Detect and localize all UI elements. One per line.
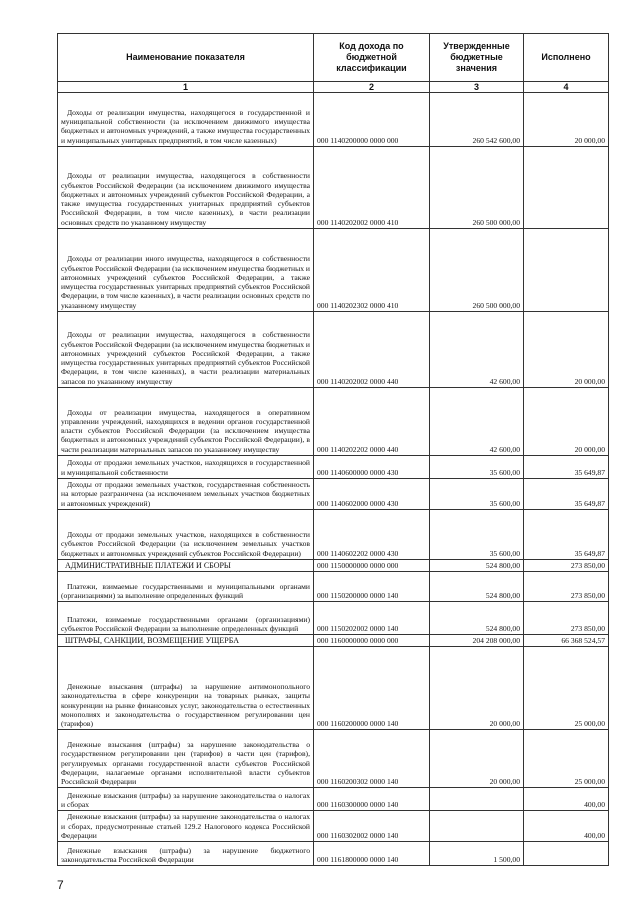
income-code-cell: 000 1150200000 0000 140: [314, 572, 430, 602]
approved-value-cell: [430, 788, 524, 811]
indicator-name-cell: Денежные взыскания (штрафы) за нарушение законодательства о государственном регулировании цен (тарифов) в части цен (тарифов), регулируемых органами государственной власти субъектов Российской Федерации, налагаемые органами исполнительной власти субъектов Российской Федерации: [58, 730, 314, 788]
income-code-cell: 000 1160300000 0000 140: [314, 788, 430, 811]
approved-value-cell: 1 500,00: [430, 842, 524, 866]
executed-value-cell: 35 649,87: [524, 509, 609, 559]
table-row: [58, 842, 609, 866]
table-row: [58, 312, 609, 388]
approved-value-cell: 20 000,00: [430, 647, 524, 730]
income-code-cell: 000 1140202302 0000 410: [314, 229, 430, 312]
indicator-name-cell: Доходы от реализации иного имущества, находящегося в собственности субъектов Российской Федерации (за исключением имущества бюджетных и автономных учреждений субъектов Российской Федерации, а также имущества государственных унитарных предприятий субъектов Российской Федерации, в том числе казенных), в части реализации основных средств по указанному имуществу: [58, 229, 314, 312]
table-row: [58, 730, 609, 788]
executed-value-cell: 66 368 524,57: [524, 635, 609, 647]
approved-value-cell: 260 500 000,00: [430, 147, 524, 229]
income-code-cell: 000 1140200000 0000 000: [314, 93, 430, 147]
indicator-name-cell: Денежные взыскания (штрафы) за нарушение законодательства о налогах и сборах: [58, 788, 314, 811]
executed-value-cell: [524, 842, 609, 866]
income-code-cell: 000 1160200000 0000 140: [314, 647, 430, 730]
table-row: [58, 788, 609, 811]
column-number-row: [58, 82, 609, 93]
income-code-cell: 000 1150000000 0000 000: [314, 559, 430, 571]
header-indicator-name: Наименование показателя: [58, 34, 314, 82]
indicator-name-cell: ШТРАФЫ, САНКЦИИ, ВОЗМЕЩЕНИЕ УЩЕРБА: [58, 635, 314, 647]
table-row: [58, 93, 609, 147]
column-number: 1: [58, 82, 314, 93]
executed-value-cell: 273 850,00: [524, 559, 609, 571]
table-row: [58, 509, 609, 559]
table-row: [58, 602, 609, 635]
income-code-cell: 000 1161800000 0000 140: [314, 842, 430, 866]
approved-value-cell: 42 600,00: [430, 388, 524, 456]
approved-value-cell: 524 800,00: [430, 559, 524, 571]
indicator-name-cell: Доходы от продажи земельных участков, находящихся в государственной и муниципальной собственности: [58, 456, 314, 479]
income-code-cell: 000 1140202002 0000 440: [314, 312, 430, 388]
indicator-name-cell: Денежные взыскания (штрафы) за нарушение законодательства о налогах и сборах, предусмотренные статьей 129.2 Налогового кодекса Российской Федерации: [58, 811, 314, 842]
income-code-cell: 000 1140202202 0000 440: [314, 388, 430, 456]
table-body: [58, 93, 609, 866]
executed-value-cell: 400,00: [524, 788, 609, 811]
income-code-cell: 000 1140600000 0000 430: [314, 456, 430, 479]
income-code-cell: 000 1150202002 0000 140: [314, 602, 430, 635]
executed-value-cell: 35 649,87: [524, 479, 609, 510]
executed-value-cell: [524, 229, 609, 312]
approved-value-cell: 204 208 000,00: [430, 635, 524, 647]
indicator-name-cell: Доходы от реализации имущества, находящегося в собственности субъектов Российской Федерации (за исключением движимого имущества бюджетных и автономных учреждений субъектов Российской Федерации, а также имущества государственных унитарных предприятий субъектов Российской Федерации, в том числе казенных), в части реализации основных средств по указанному имуществу: [58, 147, 314, 229]
table-row: [58, 647, 609, 730]
income-code-cell: 000 1140602000 0000 430: [314, 479, 430, 510]
indicator-name-cell: Доходы от реализации имущества, находящегося в государственной и муниципальной собственности (за исключением движимого имущества бюджетных и автономных учреждений, а также имущества государственных и муниципальных унитарных предприятий, в том числе казенных): [58, 93, 314, 147]
approved-value-cell: 35 600,00: [430, 509, 524, 559]
indicator-name-cell: Доходы от реализации имущества, находящегося в оперативном управлении учреждений, находящихся в ведении органов государственной власти субъектов Российской Федерации (за исключением имущества бюджетных и автономных учреждений субъектов Российской Федерации), в части реализации материальных запасов по указанному имуществу: [58, 388, 314, 456]
executed-value-cell: 25 000,00: [524, 647, 609, 730]
income-code-cell: 000 1160302002 0000 140: [314, 811, 430, 842]
income-code-cell: 000 1140602202 0000 430: [314, 509, 430, 559]
executed-value-cell: 273 850,00: [524, 602, 609, 635]
approved-value-cell: [430, 811, 524, 842]
indicator-name-cell: Денежные взыскания (штрафы) за нарушение антимонопольного законодательства в сфере конкуренции на товарных рынках, защиты конкуренции на рынке финансовых услуг, законодательства о естественных монополиях и законодательства о государственном регулировании цен (тарифов): [58, 647, 314, 730]
indicator-name-cell: Платежи, взимаемые государственными органами (организациями) субъектов Российской Федерации за выполнение определенных функций: [58, 602, 314, 635]
indicator-name-cell: АДМИНИСТРАТИВНЫЕ ПЛАТЕЖИ И СБОРЫ: [58, 559, 314, 571]
income-code-cell: 000 1160000000 0000 000: [314, 635, 430, 647]
income-code-cell: 000 1160200302 0000 140: [314, 730, 430, 788]
executed-value-cell: 273 850,00: [524, 572, 609, 602]
table-row: [58, 811, 609, 842]
executed-value-cell: 20 000,00: [524, 388, 609, 456]
indicator-name-cell: Денежные взыскания (штрафы) за нарушение бюджетного законодательства Российской Федерации: [58, 842, 314, 866]
approved-value-cell: 260 500 000,00: [430, 229, 524, 312]
approved-value-cell: 524 800,00: [430, 602, 524, 635]
executed-value-cell: 400,00: [524, 811, 609, 842]
header-income-code: Код дохода по бюджетной классификации: [314, 34, 430, 82]
header-approved-values: Утвержденные бюджетные значения: [430, 34, 524, 82]
indicator-name-cell: Доходы от продажи земельных участков, находящихся в собственности субъектов Российской Федерации (за исключением земельных участков бюджетных и автономных учреждений субъектов Российской Федерации): [58, 509, 314, 559]
table-row: [58, 456, 609, 479]
executed-value-cell: 20 000,00: [524, 93, 609, 147]
table-row: [58, 559, 609, 571]
budget-execution-table: [57, 33, 609, 866]
approved-value-cell: 35 600,00: [430, 456, 524, 479]
income-code-cell: 000 1140202002 0000 410: [314, 147, 430, 229]
column-number: 2: [314, 82, 430, 93]
executed-value-cell: 25 000,00: [524, 730, 609, 788]
table-row: [58, 229, 609, 312]
table-row: [58, 572, 609, 602]
approved-value-cell: 260 542 600,00: [430, 93, 524, 147]
table-row: [58, 635, 609, 647]
executed-value-cell: [524, 147, 609, 229]
table-row: [58, 388, 609, 456]
approved-value-cell: 20 000,00: [430, 730, 524, 788]
executed-value-cell: 35 649,87: [524, 456, 609, 479]
approved-value-cell: 524 800,00: [430, 572, 524, 602]
executed-value-cell: 20 000,00: [524, 312, 609, 388]
page-number: 7: [57, 878, 64, 892]
column-number: 4: [524, 82, 609, 93]
indicator-name-cell: Доходы от реализации имущества, находящегося в собственности субъектов Российской Федерации (за исключением имущества бюджетных и автономных учреждений субъектов Российской Федерации, а также имущества государственных унитарных предприятий субъектов Российской Федерации, в том числе казенных), в части реализации материальных запасов по указанному имуществу: [58, 312, 314, 388]
table-row: [58, 147, 609, 229]
approved-value-cell: 35 600,00: [430, 479, 524, 510]
table-row: [58, 479, 609, 510]
header-row: [58, 34, 609, 82]
indicator-name-cell: Доходы от продажи земельных участков, государственная собственность на которые разграничена (за исключением земельных участков бюджетных и автономных учреждений): [58, 479, 314, 510]
header-executed: Исполнено: [524, 34, 609, 82]
column-number: 3: [430, 82, 524, 93]
indicator-name-cell: Платежи, взимаемые государственными и муниципальными органами (организациями) за выполнение определенных функций: [58, 572, 314, 602]
approved-value-cell: 42 600,00: [430, 312, 524, 388]
